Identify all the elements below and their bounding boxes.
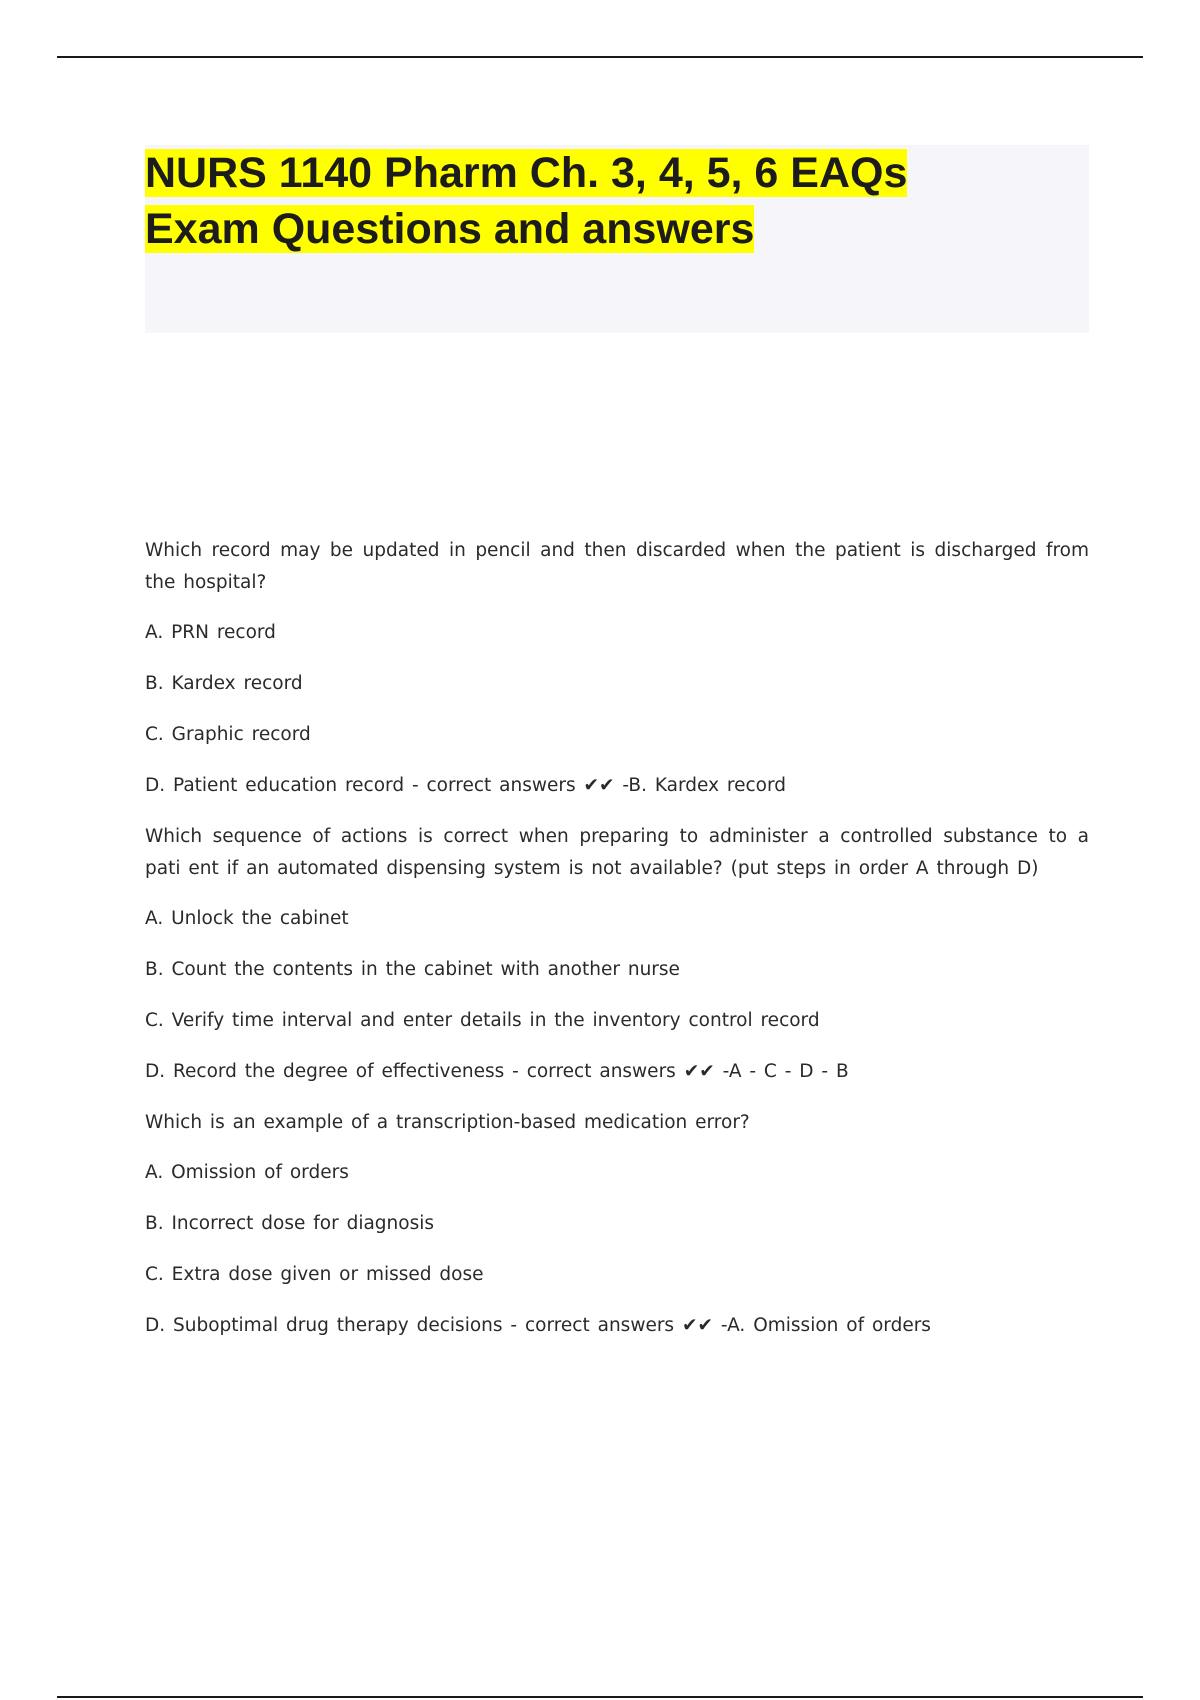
answer-option: B. Count the contents in the cabinet with another nurse bbox=[145, 959, 680, 980]
top-rule bbox=[57, 56, 1143, 58]
answer-option: C. Verify time interval and enter details in the inventory control record bbox=[145, 1010, 820, 1031]
answer-option-with-answer: D. Record the degree of effectiveness - correct answers ✔✔ -A - C - D - B bbox=[145, 1061, 849, 1082]
question-text: Which record may be updated in pencil and then discarded when the patient is discharged from the hospital? bbox=[145, 540, 1089, 593]
question-list bbox=[145, 535, 1089, 1361]
answer-option: B. Incorrect dose for diagnosis bbox=[145, 1213, 434, 1234]
answer-option: A. Omission of orders bbox=[145, 1162, 349, 1183]
bottom-rule bbox=[57, 1696, 1143, 1698]
answer-option-with-answer: D. Patient education record - correct answers ✔✔ -B. Kardex record bbox=[145, 775, 787, 796]
document-title bbox=[145, 145, 1089, 257]
answer-option: C. Graphic record bbox=[145, 724, 311, 745]
answer-option: C. Extra dose given or missed dose bbox=[145, 1264, 484, 1285]
question-text: Which is an example of a transcription-based medication error? bbox=[145, 1112, 750, 1133]
title-block bbox=[145, 145, 1089, 333]
question-text: Which sequence of actions is correct when preparing to administer a controlled substance to a pati ent if an automated dispensing system is not available? (put steps in order A through D) bbox=[145, 826, 1089, 879]
answer-option: A. Unlock the cabinet bbox=[145, 908, 349, 929]
title-line-2: Exam Questions and answers bbox=[145, 205, 755, 253]
answer-option-with-answer: D. Suboptimal drug therapy decisions - correct answers ✔✔ -A. Omission of orders bbox=[145, 1315, 931, 1336]
answer-option: A. PRN record bbox=[145, 622, 276, 643]
answer-option: B. Kardex record bbox=[145, 673, 303, 694]
title-line-1: NURS 1140 Pharm Ch. 3, 4, 5, 6 EAQs bbox=[145, 149, 908, 197]
